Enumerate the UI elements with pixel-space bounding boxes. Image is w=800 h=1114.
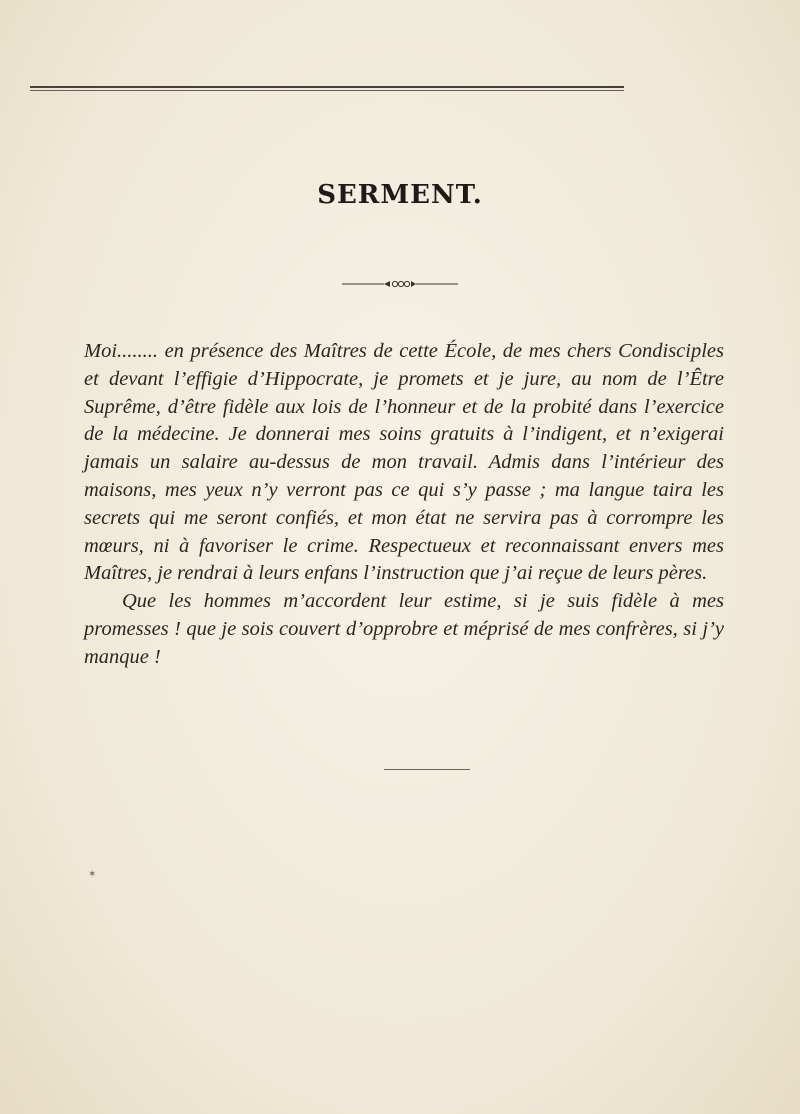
paper-speck-icon: ✶ — [88, 869, 97, 880]
top-rule-thin — [30, 90, 624, 91]
top-double-rule — [30, 86, 624, 91]
oath-text — [84, 338, 724, 672]
top-rule-thick — [30, 86, 624, 88]
page-title: SERMENT. — [317, 180, 483, 210]
oath-paragraph-1: Moi........ en présence des Maîtres de cette École, de mes chers Condisciples et devant l’effigie d’Hippocrate, je promets et je jure, au nom de l’Être Suprême, d’être fidèle aux lois de l’honneur et de la probité dans l’exercice de la médecine. Je donnerai mes soins gratuits à l’indigent, et n’exigerai jamais un salaire au-dessus de mon travail. Admis dans l’intérieur des maisons, mes yeux n’y verront pas ce qui s’y passe ; ma langue taira les secrets qui me seront confiés, et mon état ne servira pas à corrompre les mœurs, ni à favoriser le crime. Respectueux et reconnaissant envers mes Maîtres, je rendrai à leurs enfans l’instruction que j’ai reçue de leurs pères. — [84, 340, 724, 585]
oath-paragraph-2: Que les hommes m’accordent leur estime, si je suis fidèle à mes promesses ! que je sois couvert d’opprobre et méprisé de mes confrères, si j’y manque ! — [84, 590, 724, 668]
ornament-divider-icon — [340, 279, 460, 289]
bottom-rule — [384, 769, 470, 770]
